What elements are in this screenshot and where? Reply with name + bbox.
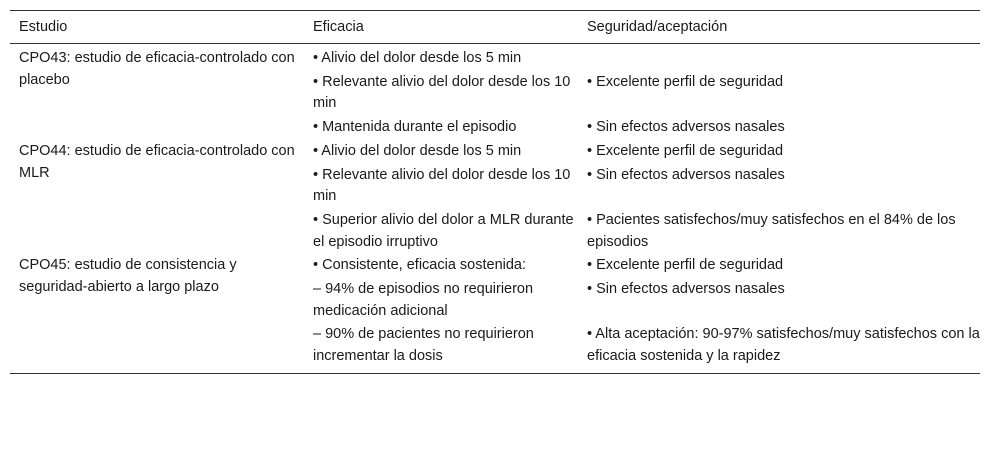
safety-cell: • Pacientes satisfechos/muy satisfechos en el 84% de los episodios xyxy=(587,211,956,250)
safety-cell: • Excelente perfil de seguridad xyxy=(587,142,784,159)
safety-cell: • Sin efectos adversos nasales xyxy=(587,166,785,183)
efficacy-cell: • Superior alivio del dolor a MLR durante el episodio irruptivo xyxy=(313,211,574,250)
safety-cell: • Excelente perfil de seguridad xyxy=(587,257,784,274)
safety-cell xyxy=(578,44,980,70)
header-seguridad: Seguridad/aceptación xyxy=(587,19,728,35)
study-table xyxy=(10,10,980,374)
safety-cell: • Sin efectos adversos nasales xyxy=(587,281,785,298)
study-cell: CPO43: estudio de eficacia-controlado con placebo xyxy=(19,50,295,88)
efficacy-cell: – 90% de pacientes no requirieron incrementar la dosis xyxy=(313,326,534,365)
efficacy-cell: • Mantenida durante el episodio xyxy=(313,119,517,136)
efficacy-cell: • Alivio del dolor desde los 5 min xyxy=(313,50,522,66)
table-row xyxy=(10,253,980,277)
study-cell: CPO44: estudio de eficacia-controlado con MLR xyxy=(19,142,295,181)
table-row xyxy=(10,139,980,163)
safety-cell: • Alta aceptación: 90-97% satisfechos/muy satisfechos con la eficacia sostenida y la rapidez xyxy=(587,326,980,365)
header-eficacia: Eficacia xyxy=(313,19,364,35)
header-estudio: Estudio xyxy=(19,19,68,35)
efficacy-cell: • Consistente, eficacia sostenida: xyxy=(313,257,527,274)
study-table-container xyxy=(10,10,980,374)
safety-cell: • Excelente perfil de seguridad xyxy=(587,73,784,90)
efficacy-cell: – 94% de episodios no requirieron medicación adicional xyxy=(313,281,534,319)
study-cell: CPO45: estudio de consistencia y seguridad-abierto a largo plazo xyxy=(19,257,237,296)
safety-cell: • Sin efectos adversos nasales xyxy=(587,119,785,136)
efficacy-cell: • Relevante alivio del dolor desde los 10 min xyxy=(313,73,571,112)
table-header-row xyxy=(10,11,980,44)
efficacy-cell: • Relevante alivio del dolor desde los 10 min xyxy=(313,166,571,205)
table-row xyxy=(10,44,980,70)
efficacy-cell: • Alivio del dolor desde los 5 min xyxy=(313,142,522,159)
